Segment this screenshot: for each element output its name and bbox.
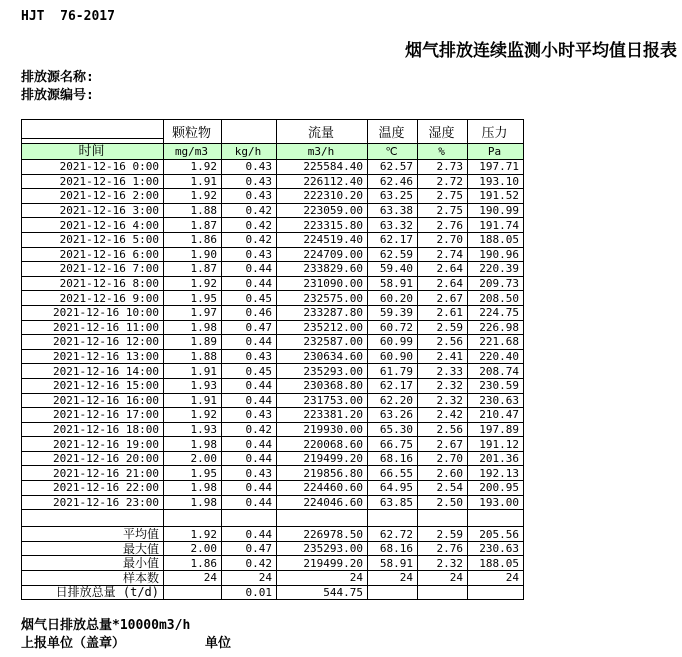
- page-title: 烟气排放连续监测小时平均值日报表: [405, 41, 677, 61]
- table-row: [22, 218, 524, 233]
- value-cell: 230.63: [468, 541, 524, 556]
- time-cell: 2021-12-16 15:00: [22, 378, 164, 393]
- table-row: [22, 247, 524, 262]
- value-cell: 1.91: [164, 393, 222, 408]
- value-cell: 2.32: [418, 378, 468, 393]
- value-cell: 1.93: [164, 422, 222, 437]
- value-cell: 210.47: [468, 408, 524, 423]
- table-row: [22, 364, 524, 379]
- value-cell: 0.47: [222, 320, 277, 335]
- value-cell: 0.42: [222, 422, 277, 437]
- value-cell: 1.90: [164, 247, 222, 262]
- time-cell: 2021-12-16 22:00: [22, 481, 164, 496]
- value-cell: 60.99: [368, 335, 418, 350]
- value-cell: 1.88: [164, 203, 222, 218]
- value-cell: 223315.80: [277, 218, 368, 233]
- value-cell: 224046.60: [277, 495, 368, 510]
- value-cell: 1.87: [164, 218, 222, 233]
- value-cell: 1.92: [164, 408, 222, 423]
- value-cell: 24: [277, 571, 368, 586]
- header-temperature: 温度: [368, 120, 418, 144]
- value-cell: 59.40: [368, 262, 418, 277]
- monitoring-table: [21, 119, 524, 600]
- value-cell: 1.97: [164, 305, 222, 320]
- summary-row: [22, 571, 524, 586]
- value-cell: 201.36: [468, 451, 524, 466]
- value-cell: 190.96: [468, 247, 524, 262]
- time-cell: 2021-12-16 3:00: [22, 203, 164, 218]
- header-pressure: 压力: [468, 120, 524, 144]
- value-cell: 1.95: [164, 291, 222, 306]
- value-cell: 2.59: [418, 320, 468, 335]
- value-cell: 2.67: [418, 291, 468, 306]
- value-cell: 1.98: [164, 495, 222, 510]
- table-row: [22, 335, 524, 350]
- value-cell: 0.42: [222, 203, 277, 218]
- value-cell: 222310.20: [277, 189, 368, 204]
- value-cell: 231090.00: [277, 276, 368, 291]
- value-cell: 1.98: [164, 481, 222, 496]
- time-cell: 2021-12-16 5:00: [22, 232, 164, 247]
- header-blank-group: [222, 120, 277, 144]
- spacer-row: [22, 510, 524, 527]
- value-cell: 1.98: [164, 320, 222, 335]
- value-cell: 1.89: [164, 335, 222, 350]
- header-particulate: 颗粒物: [164, 120, 222, 144]
- value-cell: 63.32: [368, 218, 418, 233]
- value-cell: 0.43: [222, 408, 277, 423]
- value-cell: 224.75: [468, 305, 524, 320]
- value-cell: 0.43: [222, 160, 277, 175]
- table-row: [22, 481, 524, 496]
- value-cell: 58.91: [368, 556, 418, 571]
- value-cell: 2.75: [418, 189, 468, 204]
- value-cell: 60.72: [368, 320, 418, 335]
- value-cell: 24: [164, 571, 222, 586]
- summary-row: [22, 541, 524, 556]
- value-cell: 226978.50: [277, 527, 368, 542]
- value-cell: 233287.80: [277, 305, 368, 320]
- summary-label-cell: 最小值: [22, 556, 164, 571]
- value-cell: 0.44: [222, 335, 277, 350]
- value-cell: 0.44: [222, 393, 277, 408]
- value-cell: 0.42: [222, 218, 277, 233]
- value-cell: 0.46: [222, 305, 277, 320]
- value-cell: 1.92: [164, 276, 222, 291]
- value-cell: 193.10: [468, 174, 524, 189]
- value-cell: 208.74: [468, 364, 524, 379]
- unit-m3-h: m3/h: [277, 144, 368, 160]
- value-cell: 1.91: [164, 174, 222, 189]
- table-row: [22, 408, 524, 423]
- value-cell: 0.43: [222, 174, 277, 189]
- value-cell: 0.44: [222, 378, 277, 393]
- value-cell: 62.46: [368, 174, 418, 189]
- units-row: [22, 144, 524, 160]
- value-cell: 2.32: [418, 556, 468, 571]
- value-cell: 68.16: [368, 541, 418, 556]
- value-cell: 191.12: [468, 437, 524, 452]
- summary-label-cell: 样本数: [22, 571, 164, 586]
- value-cell: 200.95: [468, 481, 524, 496]
- time-cell: 2021-12-16 10:00: [22, 305, 164, 320]
- value-cell: 66.75: [368, 437, 418, 452]
- value-cell: 0.43: [222, 189, 277, 204]
- table-row: [22, 232, 524, 247]
- value-cell: 60.90: [368, 349, 418, 364]
- table-row: [22, 422, 524, 437]
- reporting-unit-label: 上报单位（盖章）: [21, 636, 126, 651]
- table-row: [22, 451, 524, 466]
- time-cell: 2021-12-16 16:00: [22, 393, 164, 408]
- empty-cell: [22, 510, 164, 527]
- value-cell: 63.85: [368, 495, 418, 510]
- unit-label: 单位: [205, 636, 232, 651]
- header-humidity: 湿度: [418, 120, 468, 144]
- value-cell: 219930.00: [277, 422, 368, 437]
- value-cell: 62.17: [368, 378, 418, 393]
- table-row: [22, 174, 524, 189]
- value-cell: 1.98: [164, 437, 222, 452]
- value-cell: 235293.00: [277, 541, 368, 556]
- value-cell: 0.44: [222, 276, 277, 291]
- value-cell: 2.75: [418, 203, 468, 218]
- value-cell: 63.25: [368, 189, 418, 204]
- value-cell: 2.50: [418, 495, 468, 510]
- value-cell: 0.44: [222, 481, 277, 496]
- value-cell: 59.39: [368, 305, 418, 320]
- value-cell: 0.44: [222, 262, 277, 277]
- value-cell: 0.42: [222, 556, 277, 571]
- time-cell: 2021-12-16 1:00: [22, 174, 164, 189]
- value-cell: 224709.00: [277, 247, 368, 262]
- standard-code: HJT 76-2017: [21, 9, 115, 24]
- value-cell: 0.43: [222, 349, 277, 364]
- value-cell: 0.44: [222, 451, 277, 466]
- value-cell: 1.86: [164, 556, 222, 571]
- time-cell: 2021-12-16 6:00: [22, 247, 164, 262]
- table-row: [22, 160, 524, 175]
- value-cell: 66.55: [368, 466, 418, 481]
- table-row: [22, 305, 524, 320]
- value-cell: 1.95: [164, 466, 222, 481]
- summary-row: [22, 556, 524, 571]
- value-cell: 235293.00: [277, 364, 368, 379]
- value-cell: 1.92: [164, 189, 222, 204]
- emission-source-code-label: 排放源编号:: [21, 88, 94, 103]
- value-cell: 2.67: [418, 437, 468, 452]
- value-cell: 230.63: [468, 393, 524, 408]
- value-cell: 0.43: [222, 247, 277, 262]
- value-cell: 2.60: [418, 466, 468, 481]
- value-cell: 58.91: [368, 276, 418, 291]
- value-cell: 544.75: [277, 585, 368, 600]
- empty-cell: [418, 510, 468, 527]
- value-cell: 1.92: [164, 160, 222, 175]
- summary-label-cell: 最大值: [22, 541, 164, 556]
- value-cell: 0.47: [222, 541, 277, 556]
- value-cell: 2.70: [418, 232, 468, 247]
- value-cell: 1.92: [164, 527, 222, 542]
- value-cell: 1.87: [164, 262, 222, 277]
- summary-row: [22, 585, 524, 600]
- table-row: [22, 378, 524, 393]
- value-cell: 2.56: [418, 422, 468, 437]
- value-cell: 188.05: [468, 556, 524, 571]
- value-cell: 24: [468, 571, 524, 586]
- value-cell: 224460.60: [277, 481, 368, 496]
- value-cell: 0.44: [222, 527, 277, 542]
- time-column-header: 时间: [22, 144, 164, 160]
- table-row: [22, 262, 524, 277]
- value-cell: 0.44: [222, 495, 277, 510]
- value-cell: 2.00: [164, 541, 222, 556]
- empty-cell: [222, 510, 277, 527]
- value-cell: [368, 585, 418, 600]
- value-cell: 220.40: [468, 349, 524, 364]
- value-cell: 230368.80: [277, 378, 368, 393]
- time-cell: 2021-12-16 9:00: [22, 291, 164, 306]
- value-cell: 61.79: [368, 364, 418, 379]
- value-cell: 230634.60: [277, 349, 368, 364]
- time-cell: 2021-12-16 2:00: [22, 189, 164, 204]
- value-cell: 2.32: [418, 393, 468, 408]
- value-cell: 2.76: [418, 541, 468, 556]
- value-cell: 226112.40: [277, 174, 368, 189]
- value-cell: 191.74: [468, 218, 524, 233]
- value-cell: 219499.20: [277, 451, 368, 466]
- time-cell: 2021-12-16 17:00: [22, 408, 164, 423]
- time-cell: 2021-12-16 23:00: [22, 495, 164, 510]
- time-cell: 2021-12-16 7:00: [22, 262, 164, 277]
- value-cell: 223381.20: [277, 408, 368, 423]
- value-cell: 2.72: [418, 174, 468, 189]
- table-row: [22, 320, 524, 335]
- time-cell: 2021-12-16 21:00: [22, 466, 164, 481]
- value-cell: 2.70: [418, 451, 468, 466]
- table-row: [22, 466, 524, 481]
- hourly-rows: [22, 160, 524, 510]
- summary-label-cell: 平均值: [22, 527, 164, 542]
- value-cell: 226.98: [468, 320, 524, 335]
- value-cell: 2.59: [418, 527, 468, 542]
- value-cell: 2.64: [418, 262, 468, 277]
- value-cell: 191.52: [468, 189, 524, 204]
- unit-kg-h: kg/h: [222, 144, 277, 160]
- value-cell: 0.01: [222, 585, 277, 600]
- value-cell: 24: [418, 571, 468, 586]
- emission-source-name-label: 排放源名称:: [21, 70, 94, 85]
- time-cell: 2021-12-16 20:00: [22, 451, 164, 466]
- value-cell: 2.73: [418, 160, 468, 175]
- unit-percent: %: [418, 144, 468, 160]
- value-cell: 232575.00: [277, 291, 368, 306]
- value-cell: 231753.00: [277, 393, 368, 408]
- value-cell: 219499.20: [277, 556, 368, 571]
- value-cell: 0.45: [222, 364, 277, 379]
- value-cell: 0.45: [222, 291, 277, 306]
- value-cell: 0.43: [222, 466, 277, 481]
- value-cell: 62.59: [368, 247, 418, 262]
- value-cell: 2.64: [418, 276, 468, 291]
- value-cell: 62.20: [368, 393, 418, 408]
- time-cell: 2021-12-16 13:00: [22, 349, 164, 364]
- value-cell: 64.95: [368, 481, 418, 496]
- value-cell: 205.56: [468, 527, 524, 542]
- header-blank-cell: [22, 120, 164, 139]
- value-cell: 2.56: [418, 335, 468, 350]
- value-cell: 220.39: [468, 262, 524, 277]
- unit-celsius: ℃: [368, 144, 418, 160]
- value-cell: 2.00: [164, 451, 222, 466]
- summary-label-cell: 日排放总量 (t/d): [22, 585, 164, 600]
- value-cell: 65.30: [368, 422, 418, 437]
- table-row: [22, 495, 524, 510]
- value-cell: 225584.40: [277, 160, 368, 175]
- value-cell: 62.17: [368, 232, 418, 247]
- value-cell: 221.68: [468, 335, 524, 350]
- value-cell: 2.54: [418, 481, 468, 496]
- value-cell: [418, 585, 468, 600]
- value-cell: 233829.60: [277, 262, 368, 277]
- value-cell: 193.00: [468, 495, 524, 510]
- value-cell: 188.05: [468, 232, 524, 247]
- unit-mg-m3: mg/m3: [164, 144, 222, 160]
- empty-cell: [368, 510, 418, 527]
- value-cell: 197.89: [468, 422, 524, 437]
- table-row: [22, 393, 524, 408]
- value-cell: 219856.80: [277, 466, 368, 481]
- value-cell: 1.88: [164, 349, 222, 364]
- value-cell: 2.33: [418, 364, 468, 379]
- value-cell: 2.41: [418, 349, 468, 364]
- value-cell: 223059.00: [277, 203, 368, 218]
- value-cell: 2.42: [418, 408, 468, 423]
- value-cell: 230.59: [468, 378, 524, 393]
- value-cell: 235212.00: [277, 320, 368, 335]
- value-cell: [164, 585, 222, 600]
- value-cell: 62.72: [368, 527, 418, 542]
- table-row: [22, 291, 524, 306]
- time-cell: 2021-12-16 8:00: [22, 276, 164, 291]
- value-cell: 208.50: [468, 291, 524, 306]
- time-cell: 2021-12-16 0:00: [22, 160, 164, 175]
- value-cell: 0.42: [222, 232, 277, 247]
- value-cell: 1.91: [164, 364, 222, 379]
- table-row: [22, 437, 524, 452]
- value-cell: 192.13: [468, 466, 524, 481]
- value-cell: 63.26: [368, 408, 418, 423]
- value-cell: 2.61: [418, 305, 468, 320]
- summary-rows: [22, 527, 524, 600]
- value-cell: 2.76: [418, 218, 468, 233]
- value-cell: 63.38: [368, 203, 418, 218]
- time-cell: 2021-12-16 19:00: [22, 437, 164, 452]
- time-cell: 2021-12-16 18:00: [22, 422, 164, 437]
- value-cell: 68.16: [368, 451, 418, 466]
- daily-total-note: 烟气日排放总量*10000m3/h: [21, 618, 191, 633]
- value-cell: 62.57: [368, 160, 418, 175]
- summary-row: [22, 527, 524, 542]
- empty-cell: [277, 510, 368, 527]
- value-cell: 1.93: [164, 378, 222, 393]
- table-row: [22, 276, 524, 291]
- empty-cell: [468, 510, 524, 527]
- value-cell: 24: [368, 571, 418, 586]
- time-cell: 2021-12-16 12:00: [22, 335, 164, 350]
- time-cell: 2021-12-16 11:00: [22, 320, 164, 335]
- table-row: [22, 203, 524, 218]
- time-cell: 2021-12-16 4:00: [22, 218, 164, 233]
- value-cell: 190.99: [468, 203, 524, 218]
- value-cell: 224519.40: [277, 232, 368, 247]
- value-cell: 2.74: [418, 247, 468, 262]
- value-cell: 232587.00: [277, 335, 368, 350]
- table-row: [22, 349, 524, 364]
- header-flow: 流量: [277, 120, 368, 144]
- empty-cell: [164, 510, 222, 527]
- value-cell: 220068.60: [277, 437, 368, 452]
- value-cell: 1.86: [164, 232, 222, 247]
- table-row: [22, 189, 524, 204]
- value-cell: 60.20: [368, 291, 418, 306]
- value-cell: 24: [222, 571, 277, 586]
- value-cell: 197.71: [468, 160, 524, 175]
- time-cell: 2021-12-16 14:00: [22, 364, 164, 379]
- value-cell: 0.44: [222, 437, 277, 452]
- value-cell: [468, 585, 524, 600]
- value-cell: 209.73: [468, 276, 524, 291]
- unit-pa: Pa: [468, 144, 524, 160]
- header-group-row: [22, 120, 524, 139]
